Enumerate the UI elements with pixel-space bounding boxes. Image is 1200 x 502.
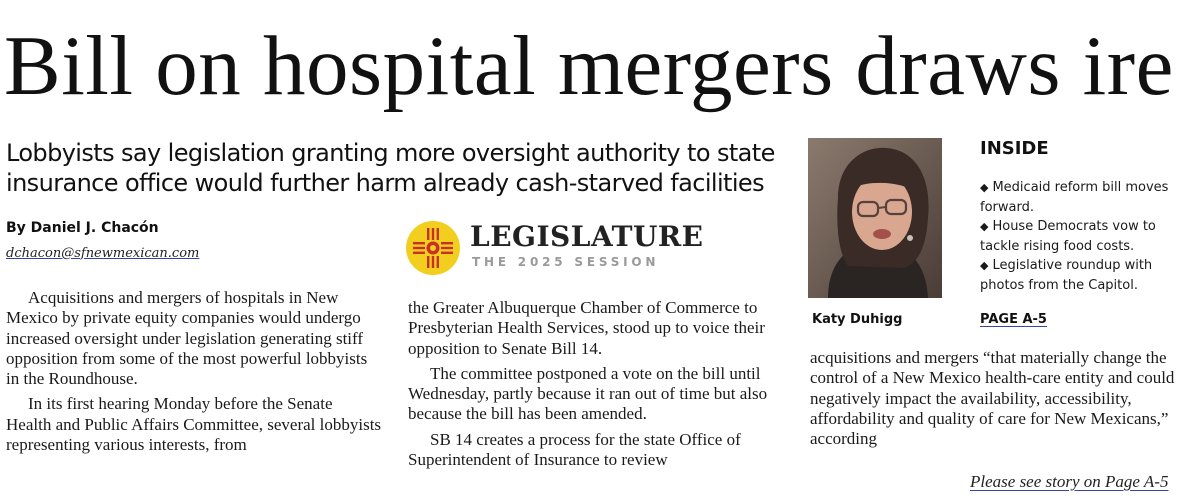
article-column-2 <box>408 298 772 470</box>
paragraph: SB 14 creates a process for the state Office of Superintendent of Insurance to review <box>408 429 741 470</box>
paragraph: the Greater Albuquerque Chamber of Commerce to Presbyterian Health Services, stood up to voice their opposition to Senate Bill 14. <box>408 298 765 358</box>
list-item[interactable]: ◆ House Democrats vow to tackle rising food costs. <box>980 219 1156 254</box>
legislature-logo <box>406 220 706 276</box>
portrait-photo <box>808 138 942 298</box>
diamond-bullet-icon: ◆ <box>980 181 989 194</box>
inside-heading: INSIDE <box>980 138 1049 159</box>
photo-caption: Katy Duhigg <box>812 312 903 327</box>
paragraph: Acquisitions and mergers of hospitals in New Mexico by private equity companies would undergo increased oversight under legislation generating stiff opposition from some of the most powerful lobbyists in the Roundhouse. <box>6 288 368 389</box>
article-column-3 <box>810 348 1190 449</box>
headline: Bill on hospital mergers draws ire <box>4 19 1174 113</box>
diamond-bullet-icon: ◆ <box>980 259 989 272</box>
paragraph: acquisitions and mergers “that materially change the control of a New Mexico health-care entity and could negatively impact the availability, accessibility, affordability and quality of care for New Mexicans,” according <box>810 348 1175 449</box>
story-jump-link[interactable]: Please see story on Page A-5 <box>970 472 1169 491</box>
zia-sun-icon <box>406 221 460 275</box>
list-item[interactable]: ◆ Medicaid reform bill moves forward. <box>980 180 1169 215</box>
subheadline-deck: Lobbyists say legislation granting more oversight authority to state insurance office would further harm already cash-starved facilities <box>6 139 775 197</box>
paragraph: In its first hearing Monday before the Senate Health and Public Affairs Committee, several lobbyists representing various interests, from <box>6 394 382 455</box>
logo-title: LEGISLATURE <box>470 220 704 253</box>
byline: By Daniel J. Chacón <box>6 220 159 236</box>
author-email-link[interactable]: dchacon@sfnewmexican.com <box>6 246 200 261</box>
logo-subtitle: THE 2025 SESSION <box>472 255 660 269</box>
paragraph: The committee postponed a vote on the bill until Wednesday, partly because it ran out of time but also because the bill has been amended. <box>408 363 768 424</box>
portrait-photo-icon <box>808 138 942 298</box>
article-column-1 <box>6 288 382 455</box>
list-item[interactable]: ◆ Legislative roundup with photos from the Capitol. <box>980 258 1153 293</box>
inside-list <box>980 178 1195 295</box>
inside-page-link[interactable]: PAGE A-5 <box>980 312 1047 327</box>
diamond-bullet-icon: ◆ <box>980 220 989 233</box>
